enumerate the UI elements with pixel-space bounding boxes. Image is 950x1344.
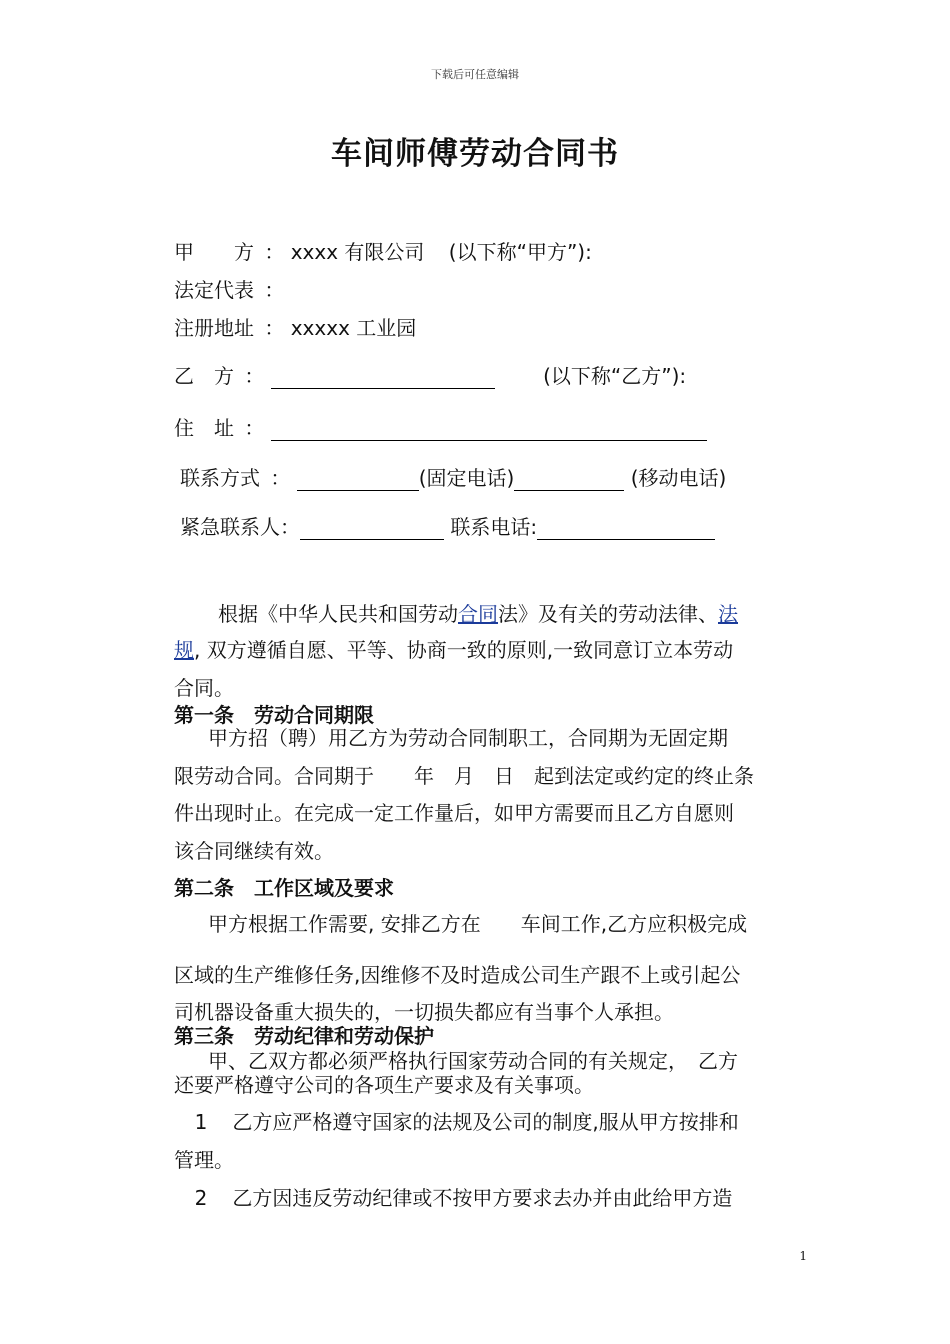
party-a-name: xxxx 有限公司 [290,240,425,264]
header-note: 下载后可任意编辑 [431,68,519,81]
mobile-phone-blank[interactable] [514,468,624,491]
article-1-line: 件出现时止。在完成一定工作量后，如甲方需要而且乙方自愿则 [174,801,734,825]
emergency-row [180,511,715,540]
reg-address-label: 注册地址 [174,316,254,340]
article-3-line: 还要严格遵守公司的各项生产要求及有关事项。 [174,1073,594,1097]
fixed-phone-label: (固定电话) [418,466,515,490]
emergency-phone-blank[interactable] [537,517,715,540]
party-a-label: 甲 方 [174,240,254,264]
mobile-phone-label: (移动电话) [630,466,727,490]
reg-address-colon: ： [264,316,285,340]
preamble-text-3: , 双方遵循自愿、平等、协商一致的原则,一致同意订立本劳动 [194,638,734,662]
article-2-line: 区域的生产维修任务,因维修不及时造成公司生产跟不上或引起公 [174,963,741,987]
article-3-item-continuation: 管理。 [174,1148,234,1172]
fixed-phone-blank[interactable] [297,468,419,491]
contact-label: 联系方式 [180,466,260,490]
legal-rep-label: 法定代表 [174,278,254,302]
legal-rep-colon: ： [264,278,285,302]
article-1-line: 该合同继续有效。 [174,839,334,863]
contract-link[interactable]: 合同 [458,602,498,626]
item-number: 1 [194,1110,208,1134]
preamble-line-2 [174,634,733,663]
article-2-line: 甲方根据工作需要, 安排乙方在 车间工作,乙方应积极完成 [208,912,748,936]
article-1-line: 限劳动合同。合同期于 年 月 日 起到法定或约定的终止条 [174,764,754,788]
item-text: 乙方应严格遵守国家的法规及公司的制度,服从甲方按排和 [232,1110,739,1134]
legal-rep-row [174,274,284,303]
item-text: 乙方因违反劳动纪律或不按甲方要求去办并由此给甲方造 [232,1186,733,1210]
party-b-row [174,360,686,389]
residence-label: 住 址 [174,416,234,440]
party-b-name-blank[interactable] [271,366,495,389]
preamble-line-1 [218,598,738,627]
article-2-heading: 第二条 工作区域及要求 [174,876,394,900]
regulation-link-part1[interactable]: 法 [718,602,738,626]
article-3-item [184,1182,732,1211]
article-2-line: 司机器设备重大损失的，一切损失都应有当事个人承担。 [174,1000,674,1024]
article-1-line: 甲方招（聘）用乙方为劳动合同制职工，合同期为无固定期 [208,726,728,750]
residence-row [174,412,707,441]
party-a-alias: (以下称“甲方”): [448,240,592,264]
preamble-text-2: 法》及有关的劳动法律、 [498,602,718,626]
residence-colon: ： [244,416,265,440]
article-3-item [184,1106,739,1135]
article-3-line: 甲、乙双方都必须严格执行国家劳动合同的有关规定， 乙方 [208,1049,738,1073]
preamble-text-1: 根据《中华人民共和国劳动 [218,602,458,626]
party-b-colon: ： [244,364,265,388]
contact-colon: ： [270,466,291,490]
reg-address-value: xxxxx 工业园 [290,316,417,340]
preamble-line-3: 合同。 [174,676,234,700]
regulation-link-part2[interactable]: 规 [174,638,194,662]
article-3-heading: 第三条 劳动纪律和劳动保护 [174,1024,434,1048]
party-a-row [174,236,592,265]
party-a-colon: ： [264,240,285,264]
article-1-heading: 第一条 劳动合同期限 [174,703,374,727]
item-number: 2 [194,1186,208,1210]
residence-blank[interactable] [271,418,707,441]
emergency-phone-label: 联系电话: [450,515,538,539]
emergency-contact-blank[interactable] [300,517,444,540]
party-b-label: 乙 方 [174,364,234,388]
party-b-alias: (以下称“乙方”): [543,364,687,388]
document-title: 车间师傅劳动合同书 [331,136,619,172]
contact-row [180,462,726,491]
page-number: 1 [799,1249,807,1263]
emergency-label: 紧急联系人： [180,515,300,539]
reg-address-row [174,312,416,341]
